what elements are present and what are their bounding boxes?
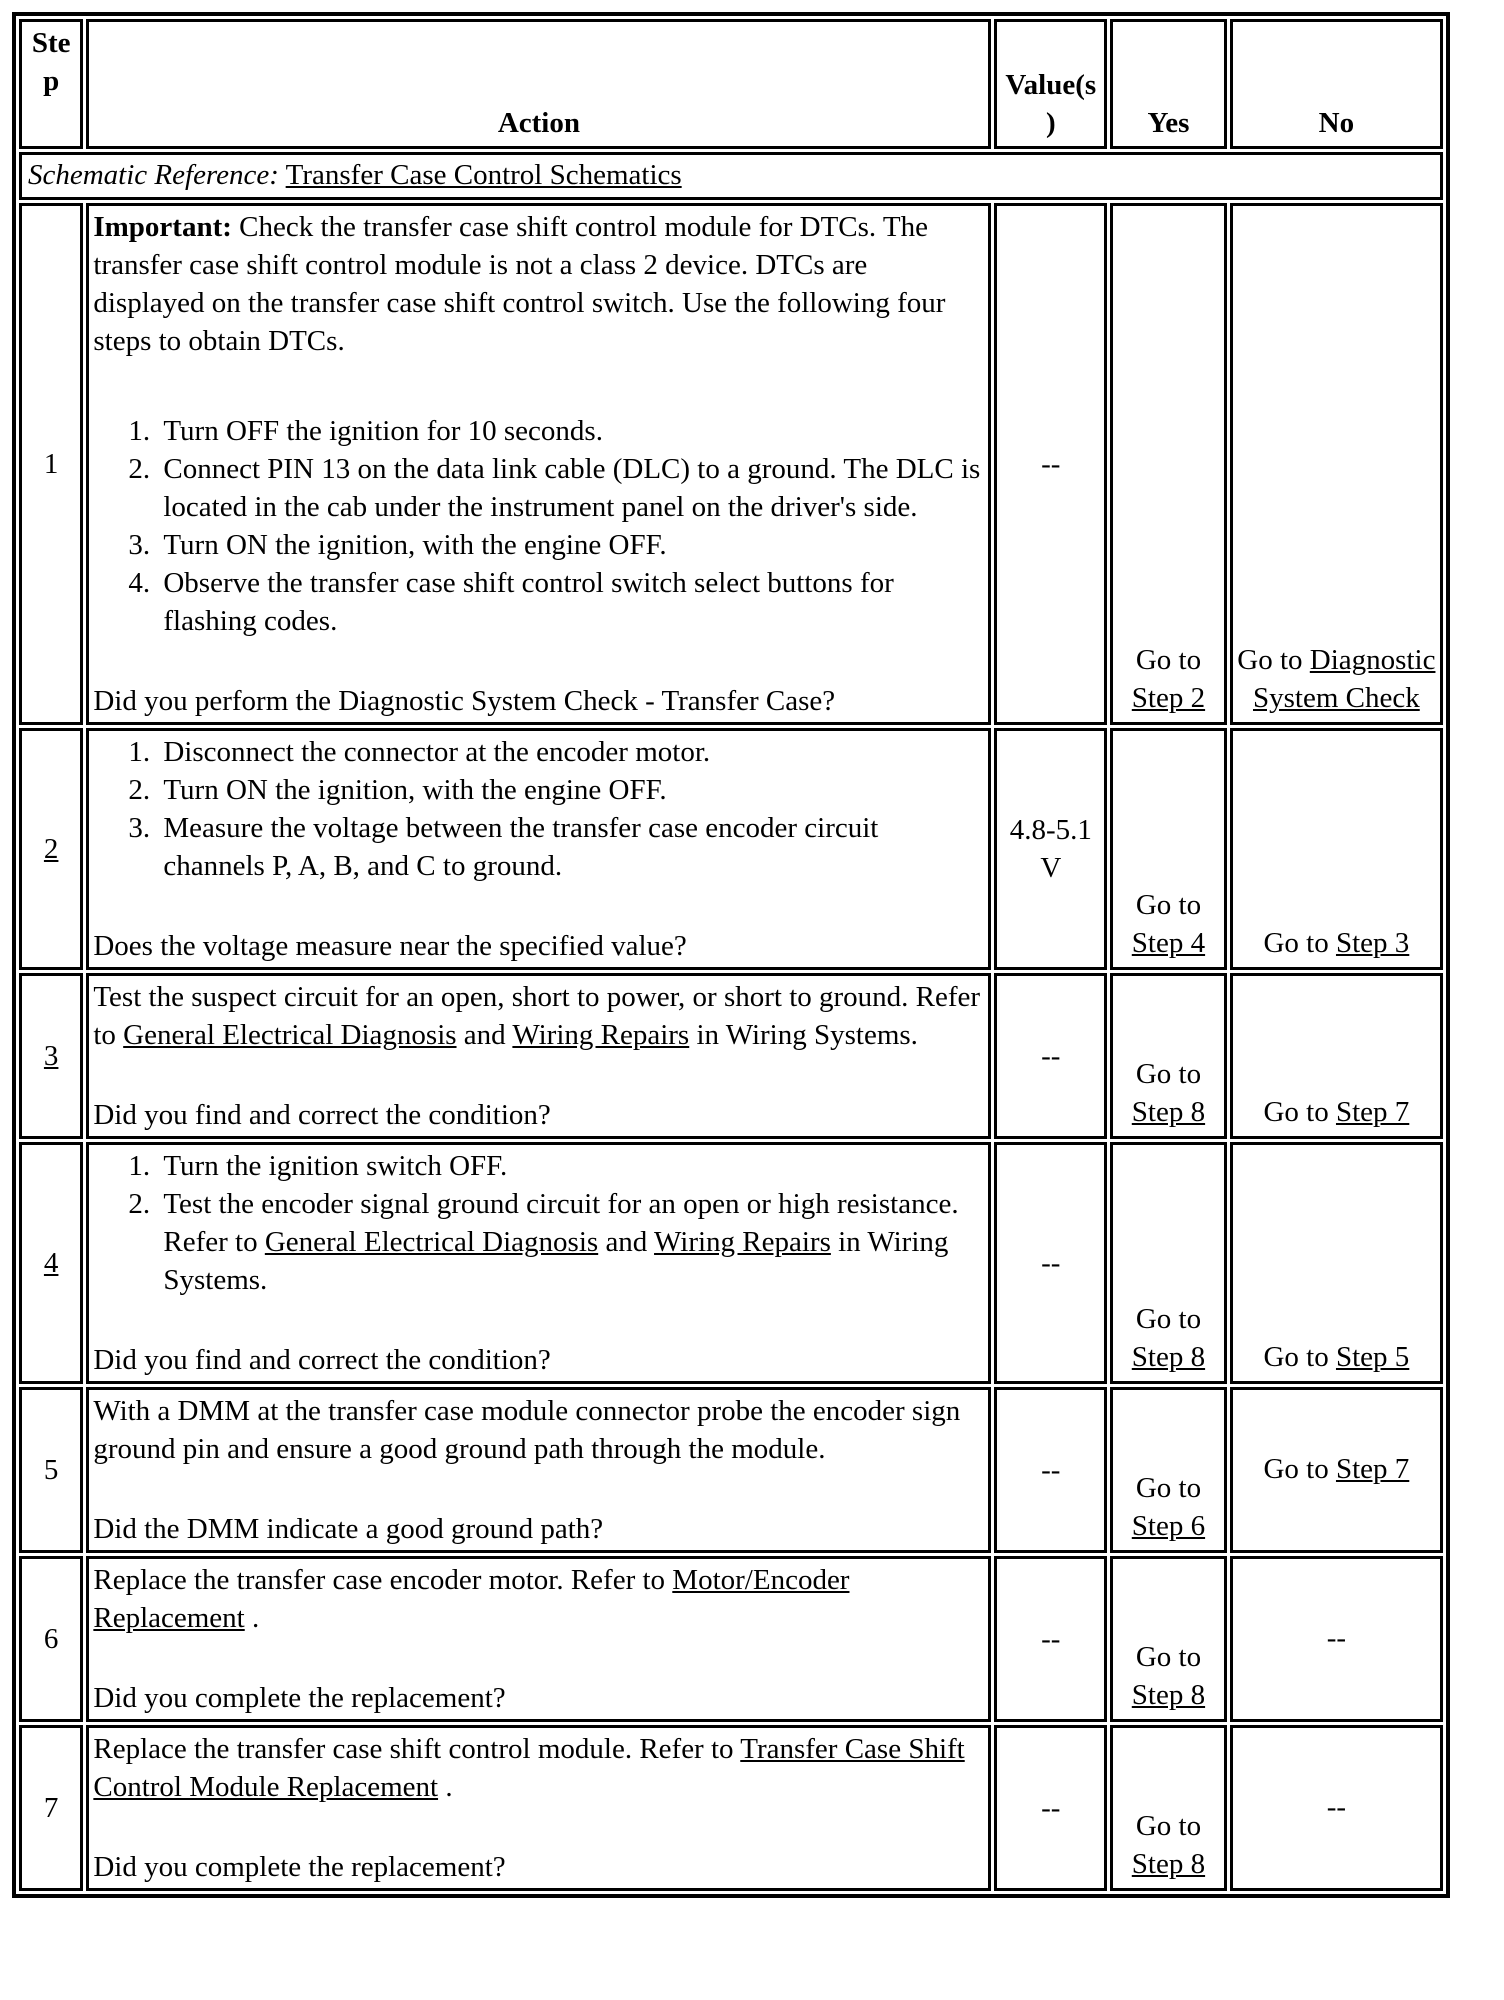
action-text [93, 1730, 984, 1806]
yes-cell [1110, 728, 1227, 970]
action-cell [86, 728, 991, 970]
action-step-item [157, 1185, 984, 1299]
text-segment: Turn ON the ignition, with the engine OFF. [163, 529, 667, 561]
link[interactable]: Step 8 [1131, 1341, 1206, 1373]
text-segment: Go to [1135, 1303, 1202, 1335]
link[interactable]: Step 8 [1131, 1679, 1206, 1711]
step-number-cell [19, 203, 83, 725]
text-segment: Go to [1135, 1641, 1202, 1673]
action-text [93, 1392, 984, 1468]
link[interactable]: Step 2 [1131, 682, 1206, 714]
action-step-item [157, 1147, 984, 1185]
text-segment: and [456, 1019, 513, 1051]
text-segment: Measure the voltage between the transfer case encoder circuit channels P, A, B, and C to ground. [163, 812, 879, 882]
text-segment: Go to [1135, 1472, 1202, 1504]
yes-cell [1110, 1387, 1227, 1553]
steps-body [19, 203, 1443, 1891]
table-row [19, 973, 1443, 1139]
text-segment: Go to [1237, 644, 1310, 676]
text-segment: Replace the transfer case encoder motor. Refer to [93, 1564, 673, 1596]
action-cell [86, 973, 991, 1139]
text-segment: 6 [43, 1623, 59, 1655]
step-number-cell [19, 1142, 83, 1384]
schematic-reference-row [19, 152, 1443, 200]
action-step-item [157, 564, 984, 640]
table-row [19, 728, 1443, 970]
value-cell: -- [994, 1387, 1107, 1553]
text-segment: Go to [1135, 1058, 1202, 1090]
col-header-yes: Yes [1110, 19, 1227, 149]
action-step-item [157, 526, 984, 564]
text-segment: -- [1326, 1790, 1347, 1823]
text-segment: Did you find and correct the condition? [93, 1099, 551, 1131]
text-segment: in Wiring Systems. [689, 1019, 918, 1051]
text-segment: Did you perform the Diagnostic System Check - Transfer Case? [93, 685, 836, 717]
text-segment: Go to [1135, 889, 1202, 921]
yes-cell [1110, 203, 1227, 725]
action-cell [86, 203, 991, 725]
text-segment: Go to [1263, 1452, 1336, 1485]
step-number-cell [19, 1556, 83, 1722]
text-segment: Connect PIN 13 on the data link cable (DLC) to a ground. The DLC is located in the cab under the instrument panel on the driver's side. [163, 453, 981, 523]
col-header-action: Action [86, 19, 991, 149]
question-text [93, 1679, 984, 1717]
table-row [19, 1556, 1443, 1722]
text-segment: Turn the ignition switch OFF. [163, 1150, 508, 1182]
link[interactable]: Motor/Encoder Replacement [93, 1564, 850, 1634]
link[interactable]: Step 4 [1131, 927, 1206, 959]
value-cell: -- [994, 203, 1107, 725]
text-segment: -- [1326, 1621, 1347, 1654]
step-number-cell [19, 728, 83, 970]
link[interactable]: Step 3 [1335, 927, 1410, 959]
yes-cell [1110, 1725, 1227, 1891]
value-cell: -- [994, 1142, 1107, 1384]
text-segment: . [438, 1771, 453, 1803]
link[interactable]: 2 [43, 833, 59, 865]
text-segment: Does the voltage measure near the specified value? [93, 930, 687, 962]
action-cell [86, 1725, 991, 1891]
yes-cell [1110, 1142, 1227, 1384]
value-cell: -- [994, 973, 1107, 1139]
text-segment: Go to [1263, 927, 1336, 959]
link[interactable]: 3 [43, 1040, 59, 1072]
no-cell [1230, 728, 1443, 970]
text-segment: Did the DMM indicate a good ground path? [93, 1513, 604, 1545]
schematic-reference-cell [19, 152, 1443, 200]
question-text [93, 1341, 984, 1379]
action-text [93, 208, 984, 360]
step-number-cell [19, 1387, 83, 1553]
text-segment: 5 [43, 1454, 59, 1486]
no-cell [1230, 973, 1443, 1139]
no-cell [1230, 203, 1443, 725]
text-segment: . [244, 1602, 260, 1634]
text-segment: Check the transfer case shift control module for DTCs. The transfer case shift control module is not a class 2 device. DTCs are displayed on the transfer case shift control switch. Use the following four steps to obtain DTCs. [93, 211, 946, 357]
text-segment: Test the encoder signal ground circuit for an open or high resistance. Refer to [163, 1188, 959, 1258]
question-text [93, 1096, 984, 1134]
text-segment: Disconnect the connector at the encoder motor. [163, 736, 711, 768]
link[interactable]: Step 7 [1335, 1096, 1410, 1128]
text-segment: Turn OFF the ignition for 10 seconds. [163, 415, 603, 447]
table-row [19, 203, 1443, 725]
text-segment: Test the suspect circuit for an open, short to power, or short to ground. Refer to [93, 981, 981, 1051]
value-cell: 4.8-5.1 V [994, 728, 1107, 970]
text-segment: Replace the transfer case shift control module. Refer to [93, 1733, 741, 1765]
text-segment: Go to [1135, 644, 1202, 676]
step-number-cell [19, 1725, 83, 1891]
action-text [93, 978, 984, 1054]
schematic-reference-link[interactable]: Transfer Case Control Schematics [285, 159, 682, 191]
action-text [93, 1561, 984, 1637]
value-cell: -- [994, 1725, 1107, 1891]
action-cell [86, 1556, 991, 1722]
no-cell [1230, 1725, 1443, 1891]
text-segment: Did you complete the replacement? [93, 1682, 506, 1714]
link[interactable]: Step 7 [1335, 1452, 1410, 1485]
text-segment: and [598, 1226, 655, 1258]
text-segment: Go to [1135, 1810, 1202, 1842]
text-segment: in Wiring Systems. [163, 1226, 949, 1296]
question-text [93, 1848, 984, 1886]
schematic-reference-label: Schematic Reference: [28, 159, 279, 191]
link[interactable]: Transfer Case Shift Control Module Replacement [93, 1733, 965, 1803]
no-cell [1230, 1142, 1443, 1384]
text-segment: With a DMM at the transfer case module connector probe the encoder sign ground pin and ensure a good ground path through the module. [93, 1395, 961, 1465]
action-steps-list [93, 1147, 984, 1299]
col-header-values: Value(s) [994, 19, 1107, 149]
text-segment: 7 [43, 1792, 59, 1824]
col-header-no: No [1230, 19, 1443, 149]
no-cell [1230, 1556, 1443, 1722]
link[interactable]: Step 8 [1131, 1096, 1206, 1128]
link[interactable]: Wiring Repairs [512, 1019, 690, 1051]
question-text [93, 1510, 984, 1548]
yes-cell [1110, 973, 1227, 1139]
yes-cell [1110, 1556, 1227, 1722]
header-row [19, 19, 1443, 149]
action-step-item [157, 412, 984, 450]
col-header-step: Step [19, 19, 83, 149]
action-step-item [157, 809, 984, 885]
value-cell: -- [994, 1556, 1107, 1722]
link[interactable]: General Electrical Diagnosis [123, 1019, 457, 1051]
text-segment: 1 [43, 448, 59, 480]
action-step-item [157, 771, 984, 809]
text-segment: Important: [93, 211, 232, 243]
text-segment: Go to [1263, 1341, 1336, 1373]
text-segment: Observe the transfer case shift control switch select buttons for flashing codes. [163, 567, 894, 637]
link[interactable]: 4 [43, 1247, 59, 1279]
table-row [19, 1387, 1443, 1553]
no-cell [1230, 1387, 1443, 1553]
table-row [19, 1142, 1443, 1384]
action-steps-list [93, 412, 984, 640]
action-step-item [157, 733, 984, 771]
diagnostic-table [12, 12, 1450, 1898]
link[interactable]: Step 8 [1131, 1848, 1206, 1880]
action-cell [86, 1387, 991, 1553]
text-segment: Did you find and correct the condition? [93, 1344, 551, 1376]
text-segment: Go to [1263, 1096, 1336, 1128]
link[interactable]: General Electrical Diagnosis [264, 1226, 599, 1258]
link[interactable]: Step 6 [1131, 1510, 1206, 1542]
link[interactable]: Diagnostic System Check [1253, 644, 1436, 714]
action-cell [86, 1142, 991, 1384]
action-steps-list [93, 733, 984, 885]
text-segment: Did you complete the replacement? [93, 1851, 506, 1883]
action-step-item [157, 450, 984, 526]
question-text [93, 682, 984, 720]
question-text [93, 927, 984, 965]
link[interactable]: Step 5 [1335, 1341, 1410, 1373]
step-number-cell [19, 973, 83, 1139]
table-row [19, 1725, 1443, 1891]
link[interactable]: Wiring Repairs [654, 1226, 831, 1258]
text-segment: Turn ON the ignition, with the engine OFF. [163, 774, 667, 806]
